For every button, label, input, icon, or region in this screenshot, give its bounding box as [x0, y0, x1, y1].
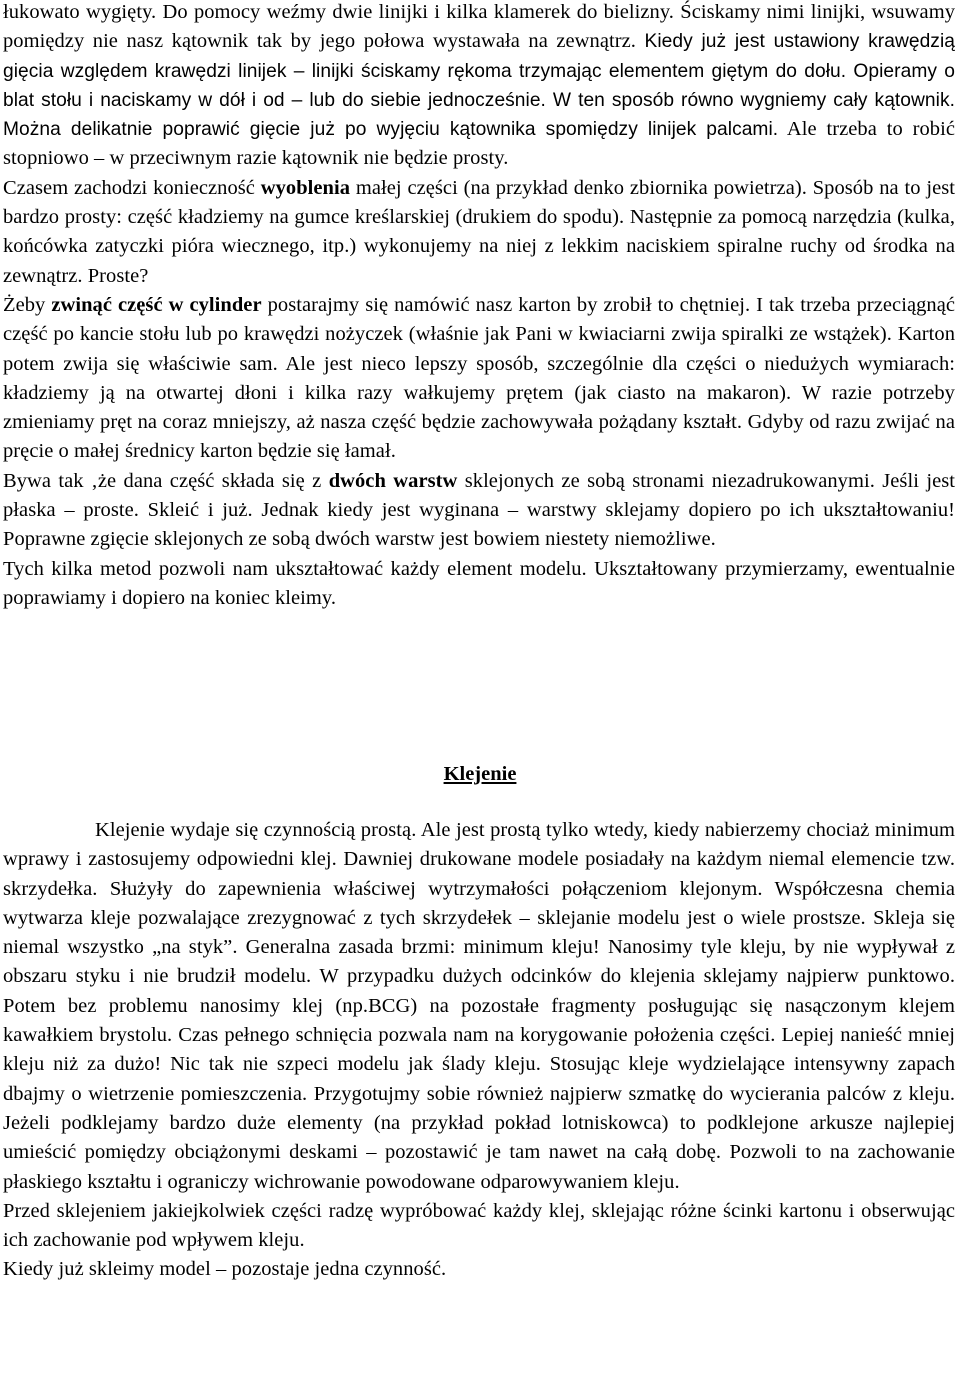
- text-segment: łukowato wygięty. Do pomocy weźmy dwie linijki i kilka klamerek do bielizny. Ściskamy nimi linijki, wsuwamy pomiędzy nie nasz kątownik tak by jego połowa wystawała na zewnątrz.: [3, 1, 955, 53]
- paragraph-p6: [3, 816, 955, 1197]
- paragraph-p1: [3, 0, 955, 174]
- paragraph-p7: [3, 1197, 955, 1256]
- bold-term: zwinąć część w cylinder: [51, 293, 262, 316]
- text-segment: Bywa tak ‚że dana część składa się z: [3, 469, 329, 492]
- text-segment: Klejenie wydaje się czynnością prostą. Ale jest prostą tylko wtedy, kiedy nabierzemy chociaż minimum wprawy i zastosujemy odpowiedni klej. Dawniej drukowane modele posiadały na każdym niemal elemencie tzw. skrzydełka. Służyły do zapewnienia właściwej wytrzymałości połączeniom klejonym. Współczesna chemia wytwarza kleje pozwalające zrezygnować z tych skrzydełek – sklejanie modelu jest o wiele prostsze. Skleja się niemal wszystko „na styk”. Generalna zasada brzmi: minimum kleju! Nanosimy tyle kleju, by nie wypływał z obszaru styku i nie brudził modelu. W przypadku dużych odcinków do klejenia sklejamy najpierw punktowo. Potem bez problemu nanosimy klej (np.BCG) na pozostałe fragmenty posługując się nasączonym klejem kawałkiem brystolu. Czas pełnego schnięcia pozwala nam na korygowanie położenia części. Lepiej nanieść mniej kleju niż za dużo! Nic tak nie szpeci modelu jak ślady kleju. Stosując kleje wydzielające intensywny zapach dbajmy o wietrzenie pomieszczenia. Przygotujmy sobie również najpierw szmatkę do wycierania palców z kleju. Jeżeli podklejamy bardzo duże elementy (na przykład pokład lotniskowca) to podklejone arkusze najlepiej umieścić pomiędzy obciążonymi deskami – pozostawić je tam nawet na całą dobę. Pozwoli to na zachowanie płaskiego kształtu i ograniczy wichrowanie powodowane odparowywaniem kleju.: [3, 819, 955, 1193]
- text-segment: sklejonych ze sobą stronami niezadrukowanymi. Jeśli jest płaska – proste. Skleić i już. Jednak kiedy jest wyginana – warstwy sklejamy dopiero po ich ukształtowaniu! Poprawne zgięcie sklejonych ze sobą dwóch warstw jest bowiem niestety niemożliwe.: [3, 469, 955, 551]
- bold-term: dwóch warstw: [328, 469, 458, 492]
- section-heading: Klejenie: [443, 763, 517, 785]
- text-segment: Kiedy już jest ustawiony krawędzią gięcia względem krawędzi linijek – linijki ściskamy rękoma trzymając elementem giętym do dołu. Opieramy o blat stołu i naciskamy w dół i od – lub do siebie jednocześnie. W ten sposób równo wygniemy cały kątownik. Można delikatnie poprawić gięcie już po wyjęciu kątownika spomiędzy linijek palcami.: [3, 31, 955, 141]
- paragraph-p4: [3, 467, 955, 555]
- text-segment: małej części (na przykład denko zbiornika powietrza). Sposób na to jest bardzo prosty: część kładziemy na gumce kreślarskiej (drukiem do spodu). Następnie za pomocą narzędzia (kulka, końcówka zatyczki pióra wiecznego, itp.) wykonujemy na niej z lekkim naciskiem spiralne ruchy od środka na zewnątrz. Proste?: [3, 176, 955, 287]
- paragraph-p2: [3, 174, 955, 291]
- text-segment: Kiedy już skleimy model – pozostaje jedna czynność.: [3, 1258, 447, 1281]
- text-segment: Czasem zachodzi konieczność: [3, 176, 261, 199]
- text-column-bottom: [3, 816, 955, 1285]
- text-segment: Przed sklejeniem jakiejkolwiek części radzę wypróbować każdy klej, sklejając różne ścinki kartonu i obserwując ich zachowanie pod wpływem kleju.: [3, 1199, 955, 1252]
- text-segment: Tych kilka metod pozwoli nam ukształtować każdy element modelu. Ukształtowany przymierzamy, ewentualnie poprawiamy i dopiero na koniec kleimy.: [3, 557, 955, 609]
- paragraph-p5: [3, 555, 955, 614]
- text-segment: Ale trzeba to robić stopniowo – w przeciwnym razie kątownik nie będzie prosty.: [3, 118, 956, 170]
- paragraph-p8: [3, 1255, 955, 1284]
- text-segment: postarajmy się namówić nasz karton by zrobił to chętniej. I tak trzeba przeciągnąć część po kancie stołu lub po krawędzi nożyczek (właśnie jak Pani w kwiaciarni zwija spiralki ze wstążek). Karton potem zwija się właściwie sam. Ale jest nieco lepszy sposób, szczególnie dla części o niedużych wymiarach: kładziemy ją na otwartej dłoni i kilka razy wałkujemy prętem (jak ciasto na makaron). W razie potrzeby zmieniamy pręt na coraz mniejszy, aż nasza część będzie zachowywała pożądany kształt. Gdyby od razu zwijać na pręcie o małej średnicy karton będzie się łamał.: [3, 293, 956, 463]
- bold-term: wyoblenia: [260, 176, 351, 199]
- text-column-top: [3, 0, 955, 613]
- text-segment: Żeby: [3, 293, 52, 316]
- paragraph-p3: [3, 291, 955, 467]
